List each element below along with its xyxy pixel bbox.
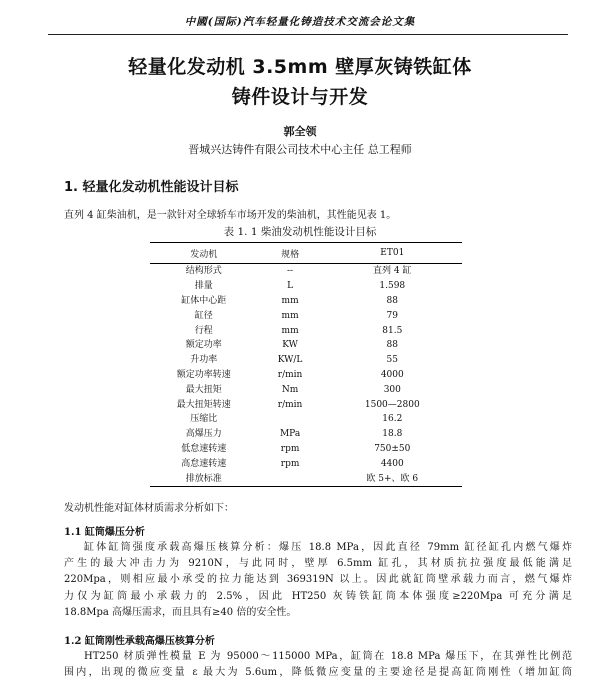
value-cell: 16.2	[382, 414, 403, 425]
value-cell: 750±50	[374, 443, 411, 454]
section-1-1-heading: 1.1 缸筒爆压分析	[64, 527, 145, 538]
unit-cell: MPa	[279, 429, 301, 440]
section-1-heading: 1. 轻量化发动机性能设计目标	[64, 180, 239, 195]
unit-cell: rpm	[280, 458, 300, 469]
unit-cell: mm	[281, 310, 299, 321]
param-cell: 缸径	[194, 310, 213, 321]
paragraph-line: HT250 材质弹性模量 E 为 95000～115000 MPa，缸筒在 18.8 MPa 爆压下，在其弹性比例范	[84, 651, 572, 662]
running-header: 中國(国际)汽车轻量化铸造技术交流会论文集	[184, 16, 416, 28]
paragraph-line: 围内，出现的微应变量 ε 最大为 5.6um，降低微应变量的主要途径是提高缸筒刚性（增加缸筒	[64, 667, 572, 679]
value-cell: 55	[386, 355, 398, 366]
value-cell: 1.598	[379, 281, 406, 292]
unit-cell: mm	[281, 295, 299, 306]
unit-cell	[258, 471, 323, 486]
paragraph-line: 缸体缸筒强度承载高爆压核算分析：爆压 18.8 MPa，因此直径 79mm 缸径缸孔内燃气爆炸	[84, 542, 572, 553]
header-rule	[48, 34, 568, 35]
param-cell: 最大扭矩	[185, 384, 222, 395]
table-row	[150, 382, 462, 397]
unit-cell: --	[287, 266, 294, 277]
param-cell: 额定功率转速	[176, 369, 231, 380]
table-row	[150, 442, 462, 457]
unit-cell: mm	[281, 325, 299, 336]
param-cell: 排放标准	[150, 471, 258, 486]
paragraph-line: 产生的最大冲击力为 9210N，与此同时，壁厚 6.5mm 缸孔，其材质抗拉强度最低能满足	[64, 558, 572, 570]
unit-cell: r/min	[277, 399, 303, 410]
value-cell: 88	[386, 340, 398, 351]
analysis-intro: 发动机性能对缸体材质需求分析如下：	[64, 503, 234, 514]
author: 郭全领	[283, 125, 317, 138]
paragraph-line: 220Mpa，则相应最小承受的拉力能达到 369319N 以上。因此就缸筒壁承载力而言，燃气爆炸	[64, 574, 572, 586]
table-row	[150, 353, 462, 368]
value-cell: 88	[386, 295, 398, 306]
table-caption: 表 1. 1 柴油发动机性能设计目标	[223, 226, 377, 238]
table-row	[150, 264, 462, 279]
param-cell: 结构形式	[185, 266, 222, 277]
table-row	[150, 471, 462, 486]
table-row	[150, 323, 462, 338]
section-1-1-paragraph	[64, 540, 572, 621]
table-row	[150, 368, 462, 383]
table-row	[150, 308, 462, 323]
header-cell-spec: 规格	[258, 243, 323, 264]
param-cell: 缸体中心距	[181, 295, 227, 306]
value-cell: 81.5	[382, 325, 403, 336]
unit-cell: rpm	[280, 443, 300, 454]
param-cell: 最大扭矩转速	[176, 399, 231, 410]
value-cell: 300	[383, 384, 401, 395]
value-cell: 直列 4 缸	[373, 266, 412, 277]
unit-cell: L	[287, 281, 294, 292]
param-cell: 排量	[194, 281, 213, 292]
section-1-2-heading: 1.2 缸筒刚性承载高爆压核算分析	[64, 636, 215, 647]
param-cell: 低怠速转速	[181, 443, 227, 454]
value-cell: 欧 5+、欧 6	[323, 471, 462, 486]
table-row	[150, 427, 462, 442]
param-cell: 高爆压力	[185, 429, 222, 440]
title-line-1: 轻量化发动机 3.5mm 壁厚灰铸铁缸体	[128, 56, 472, 78]
affiliation: 晋城兴达铸件有限公司技术中心主任 总工程师	[188, 143, 412, 156]
unit-cell: KW/L	[277, 355, 303, 366]
table-row	[150, 397, 462, 412]
table-header-row	[150, 243, 462, 264]
section-1-2-paragraph	[64, 649, 572, 681]
param-cell: 高怠速转速	[181, 458, 227, 469]
unit-cell: KW	[282, 340, 298, 351]
table-row	[150, 456, 462, 471]
value-cell: 18.8	[382, 429, 403, 440]
param-cell: 额定功率	[185, 340, 222, 351]
header-cell-engine: 发动机	[150, 243, 258, 264]
table-row	[150, 338, 462, 353]
paragraph-line: 18.8Mpa 高爆压需求，而且具有≥40 倍的安全性。	[64, 606, 297, 618]
table-row	[150, 294, 462, 309]
paragraph-line: 力仅为缸筒最小承载力的 2.5%，因此 HT250 灰铸铁缸筒本体强度≥220Mpa 可充分满足	[64, 590, 572, 602]
value-cell: 1500—2800	[364, 399, 420, 410]
param-cell: 压缩比	[190, 414, 218, 425]
unit-cell: r/min	[277, 369, 303, 380]
table-row	[150, 279, 462, 294]
param-cell: 行程	[194, 325, 213, 336]
value-cell: 79	[386, 310, 398, 321]
value-cell: 4000	[380, 369, 404, 380]
spec-table	[150, 242, 462, 487]
intro-sentence: 直列 4 缸柴油机，是一款针对全球轿车市场开发的柴油机，其性能见表 1。	[64, 210, 397, 221]
header-cell-model: ET01	[323, 243, 462, 264]
table-row	[150, 412, 462, 427]
value-cell: 4400	[380, 458, 404, 469]
unit-cell: Nm	[281, 384, 299, 395]
unit-cell	[258, 412, 323, 427]
title-line-2: 铸件设计与开发	[231, 86, 369, 108]
param-cell: 升功率	[190, 355, 218, 366]
